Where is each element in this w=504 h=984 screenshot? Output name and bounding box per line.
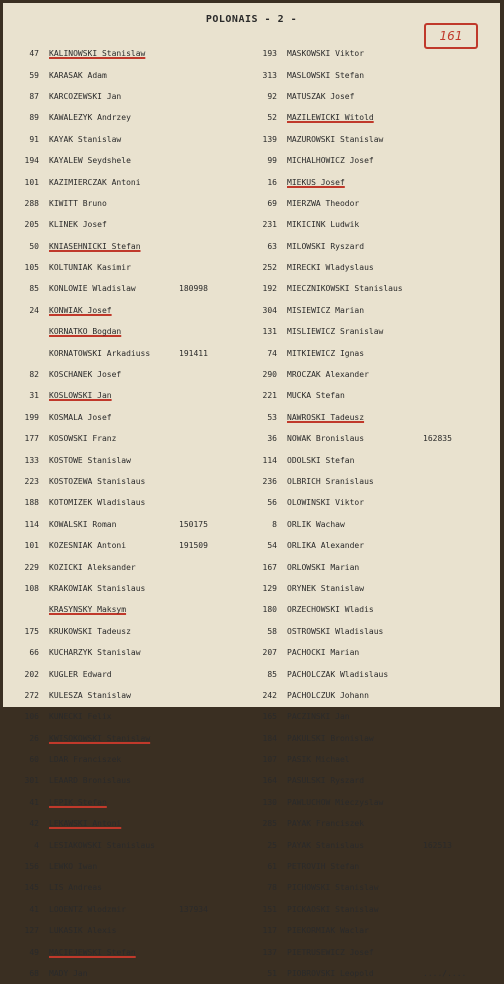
entry-name: PIETRUSEWICZ Josef (287, 947, 374, 957)
list-row (7, 963, 245, 984)
entry-number: 242 (262, 690, 277, 700)
list-row (7, 236, 245, 257)
entry-id-number: 191411 (179, 348, 208, 358)
entry-number: 87 (29, 91, 39, 101)
entry-number: 56 (267, 498, 277, 508)
list-row (245, 129, 497, 150)
entry-name: MROCZAK Alexander (287, 370, 369, 380)
entry-number: 31 (29, 391, 39, 401)
entry-name: MACIEJEWSKI Stefan (49, 947, 136, 957)
entry-number: 175 (24, 626, 39, 636)
list-row (245, 342, 497, 363)
list-row (245, 578, 497, 599)
entry-name: LUKASIK Alexis (49, 926, 117, 936)
entry-number: 301 (24, 776, 39, 786)
entry-number: 101 (24, 177, 39, 187)
entry-number: 193 (262, 49, 277, 59)
entry-number: 290 (262, 370, 277, 380)
list-row (7, 171, 245, 192)
entry-number: 131 (262, 327, 277, 337)
entry-name: MIKICINK Ludwik (287, 220, 360, 230)
entry-number: 192 (262, 284, 277, 294)
entry-name: LESIAKOWSKI Stanislaus (49, 840, 155, 850)
list-row (7, 770, 245, 791)
list-row (245, 941, 497, 962)
entry-name: KAWALEZYK Andrzey (49, 113, 131, 123)
entry-number: 41 (29, 797, 39, 807)
list-row (7, 556, 245, 577)
entry-name: KRASYNSKY Maksym (49, 605, 127, 615)
entry-number: 24 (29, 305, 39, 315)
entry-number: 36 (267, 434, 277, 444)
list-row (245, 428, 497, 449)
entry-number: 180 (262, 605, 277, 615)
entry-name: PAYAK Franciszek (287, 819, 365, 829)
list-row (245, 86, 497, 107)
entry-number: 107 (262, 755, 277, 765)
entry-name: ORYNEK Stanislaw (287, 583, 365, 593)
list-row (245, 364, 497, 385)
entry-number: 221 (262, 391, 277, 401)
entry-id-number: ..../.... (423, 968, 467, 978)
entry-name: KAYAK Stanislaw (49, 134, 122, 144)
list-row (7, 834, 245, 855)
entry-number: 285 (262, 819, 277, 829)
list-row (7, 193, 245, 214)
list-row (245, 749, 497, 770)
list-row (245, 407, 497, 428)
entry-number: 202 (24, 669, 39, 679)
list-row (7, 792, 245, 813)
list-row (7, 492, 245, 513)
entry-name: MITKIEWICZ Ignas (287, 348, 365, 358)
entry-name: KORNATKO Bogdan (49, 327, 122, 337)
list-row (245, 492, 497, 513)
entry-name: MIRECKI Wladyslaus (287, 263, 374, 273)
list-row (7, 706, 245, 727)
entry-number: 313 (262, 70, 277, 80)
list-row (7, 728, 245, 749)
entry-name: MUCKA Stefan (287, 391, 345, 401)
list-row (7, 685, 245, 706)
list-row (245, 300, 497, 321)
entry-number: 272 (24, 690, 39, 700)
list-row (7, 129, 245, 150)
entry-name: PACHOCKI Marian (287, 648, 360, 658)
entry-id-number: 150175 (179, 519, 208, 529)
list-row (7, 342, 245, 363)
entry-number: 177 (24, 434, 39, 444)
entry-number: 63 (267, 241, 277, 251)
list-row (245, 471, 497, 492)
entry-name: KOSOWSKI Franz (49, 434, 117, 444)
list-row (7, 321, 245, 342)
list-row (7, 813, 245, 834)
entry-name: PAYAK Stanislaus (287, 840, 365, 850)
entry-name: LEAARD Bronislaus (49, 776, 131, 786)
list-row (245, 813, 497, 834)
entry-name: MICHALHOWICZ Josef (287, 156, 374, 166)
entry-number: 42 (29, 819, 39, 829)
entry-name: OLBRICH Sranislaus (287, 477, 374, 486)
entry-name: LEWKO Iwan (49, 862, 98, 872)
entry-name: MIERZWA Theodor (287, 198, 360, 208)
entry-name: MISIEWICZ Marian (287, 305, 365, 315)
list-row (245, 599, 497, 620)
entry-name: KOSCHANEK Josef (49, 370, 122, 380)
entry-number: 4 (34, 840, 39, 850)
entry-name: KRUKOWSKI Tadeusz (49, 626, 131, 636)
entry-name: NAWROSKI Tadeusz (287, 412, 365, 422)
list-row (7, 514, 245, 535)
list-row (245, 514, 497, 535)
entry-number: 74 (267, 348, 277, 358)
list-row (245, 963, 497, 984)
entry-name: PASULSKI Ryszard (287, 776, 365, 786)
list-row (7, 535, 245, 556)
entry-name: KNIASEHNICKI Stefan (49, 241, 141, 251)
list-row (245, 920, 497, 941)
entry-number: 41 (29, 904, 39, 914)
list-row (245, 834, 497, 855)
list-row (7, 43, 245, 64)
list-row (245, 257, 497, 278)
entry-number: 49 (29, 947, 39, 957)
entry-name: PACHOLCZAK Wladislaus (287, 669, 389, 679)
entry-name: PAWLUCHOW Mieczyslaw (287, 797, 384, 807)
list-row (245, 899, 497, 920)
entry-number: 52 (267, 113, 277, 123)
entry-name: MAZUROWSKI Stanislaw (287, 134, 384, 144)
list-row (7, 920, 245, 941)
list-row (245, 193, 497, 214)
entry-name: KOSLOWSKI Jan (49, 391, 112, 401)
list-row (245, 278, 497, 299)
entry-number: 223 (24, 477, 39, 486)
entry-number: 60 (29, 755, 39, 765)
entry-number: 288 (24, 198, 39, 208)
list-row (7, 257, 245, 278)
entry-name: ODOLSKI Stefan (287, 455, 355, 465)
entry-number: 61 (267, 862, 277, 872)
entry-name: KOZICKI Aleksander (49, 562, 136, 572)
list-row (7, 941, 245, 962)
entry-name: KOLTUNIAK Kasimir (49, 263, 131, 273)
entry-name: PACHOLCZUK Johann (287, 690, 369, 700)
entry-name: KALINOWSKI Stanislaw (49, 49, 146, 59)
entry-name: KOSMALA Josef (49, 412, 112, 422)
entry-name: KRAKOWIAK Stanislaus (49, 583, 146, 593)
entry-number: 194 (24, 156, 39, 166)
entry-number: 304 (262, 305, 277, 315)
entry-number: 69 (267, 198, 277, 208)
list-row (245, 171, 497, 192)
entry-number: 59 (29, 70, 39, 80)
entry-number: 85 (29, 284, 39, 294)
entry-name: KOZESNIAK Antoni (49, 541, 127, 551)
entry-name: ORLIKA Alexander (287, 541, 365, 551)
entry-name: PICHOWSKI Stanislaw (287, 883, 379, 893)
entry-number: 25 (267, 840, 277, 850)
entry-number: 129 (262, 583, 277, 593)
entry-name: ORZECHOWSKI Wladis (287, 605, 374, 615)
entry-name: KOSTOZEWA Stanislaus (49, 477, 146, 486)
list-row (7, 86, 245, 107)
entry-number: 236 (262, 477, 277, 486)
entry-number: 99 (267, 156, 277, 166)
entry-name: MISLIEWICZ Sranislaw (287, 327, 384, 337)
entry-name: NOWAK Bronislaus (287, 434, 365, 444)
entry-number: 66 (29, 648, 39, 658)
entry-name: PETROVIH Stefan (287, 862, 360, 872)
list-row (7, 621, 245, 642)
entry-name: PIOBROVSKI Leopold (287, 968, 374, 978)
list-row (7, 877, 245, 898)
list-row (245, 663, 497, 684)
right-column (245, 43, 497, 984)
entry-name: ORLIK Wachaw (287, 519, 345, 529)
list-row (7, 385, 245, 406)
list-row (245, 770, 497, 791)
entry-number: 205 (24, 220, 39, 230)
entry-name: KARASAK Adam (49, 70, 107, 80)
entry-name: LEKAWSKI Antoni (49, 819, 122, 829)
list-row (7, 428, 245, 449)
list-row (245, 706, 497, 727)
list-row (245, 107, 497, 128)
entry-number: 133 (24, 455, 39, 465)
entry-name: MATUSZAK Josef (287, 91, 355, 101)
list-row (7, 663, 245, 684)
list-row (245, 214, 497, 235)
entry-name: KORNATOWSKI Arkadiuss (49, 348, 151, 358)
entry-id-number: 191509 (179, 541, 208, 551)
list-row (245, 728, 497, 749)
list-row (245, 449, 497, 470)
entry-name: KOSTOWE Stanislaw (49, 455, 131, 465)
entry-number: 156 (24, 862, 39, 872)
page-header: POLONAIS - 2 - (205, 14, 298, 25)
entry-name: MILOWSKI Ryszard (287, 241, 365, 251)
list-row (245, 621, 497, 642)
entry-number: 165 (262, 712, 277, 722)
list-row (245, 64, 497, 85)
list-row (245, 877, 497, 898)
entry-name: KOTOMIZEK Wladislaus (49, 498, 146, 508)
entry-name: LDAR Franciszek (49, 755, 122, 765)
list-row (7, 449, 245, 470)
list-row (245, 43, 497, 64)
list-row (7, 64, 245, 85)
list-row (7, 899, 245, 920)
entry-name: KONWIAK Josef (49, 305, 112, 315)
entry-name: LOOENTZ Wlodzmir (49, 904, 127, 914)
entry-name: KOWALSKI Roman (49, 519, 117, 529)
list-row (245, 535, 497, 556)
list-row (7, 856, 245, 877)
entry-name: KIWITT Bruno (49, 198, 107, 208)
entry-number: 106 (24, 712, 39, 722)
entry-number: 101 (24, 541, 39, 551)
entry-number: 114 (24, 519, 39, 529)
entry-number: 8 (272, 519, 277, 529)
entry-name: KULESZA Stanislaw (49, 690, 131, 700)
entry-name: KAZIMIERCZAK Antoni (49, 177, 141, 187)
entry-number: 130 (262, 797, 277, 807)
entry-name: KAYALEW Seydshele (49, 156, 131, 166)
list-row (7, 300, 245, 321)
list-row (245, 236, 497, 257)
entry-number: 105 (24, 263, 39, 273)
entry-number: 207 (262, 648, 277, 658)
entry-name: LEPIK Stefan (49, 797, 107, 807)
entry-id-number: 180998 (179, 284, 208, 294)
entry-id-number: 162513 (423, 840, 452, 850)
entry-number: 58 (267, 626, 277, 636)
list-row (7, 364, 245, 385)
list-row (245, 856, 497, 877)
list-row (245, 792, 497, 813)
entry-number: 82 (29, 370, 39, 380)
entry-number: 26 (29, 733, 39, 743)
entry-number: 54 (267, 541, 277, 551)
entry-name: PIEKORMIAK Waclar (287, 926, 369, 936)
entry-number: 117 (262, 926, 277, 936)
list-row (245, 385, 497, 406)
list-row (245, 685, 497, 706)
entry-number: 114 (262, 455, 277, 465)
entry-name: MIECZNIKOWSKI Stanislaus (287, 284, 403, 294)
entry-name: OSTROWSKI Wladislaus (287, 626, 384, 636)
entry-name: PACZINSKI Jan (287, 712, 350, 722)
entry-number: 68 (29, 968, 39, 978)
entry-name: KLINEK Josef (49, 220, 107, 230)
list-row (7, 642, 245, 663)
entry-number: 188 (24, 498, 39, 508)
entry-number: 127 (24, 926, 39, 936)
entry-number: 229 (24, 562, 39, 572)
entry-name: LIS Andreas (49, 883, 102, 893)
entry-number: 53 (267, 412, 277, 422)
entry-number: 85 (267, 669, 277, 679)
list-row (245, 321, 497, 342)
list-row (7, 471, 245, 492)
entry-name: MASLOWSKI Stefan (287, 70, 365, 80)
entry-name: PICKAOSKI Stanislaw (287, 904, 379, 914)
entry-number: 50 (29, 241, 39, 251)
entry-number: 151 (262, 904, 277, 914)
entry-number: 47 (29, 49, 39, 59)
entry-name: PASIK Michael (287, 755, 350, 765)
entry-number: 78 (267, 883, 277, 893)
entry-number: 139 (262, 134, 277, 144)
entry-name: ORLOWSKI Marian (287, 562, 360, 572)
list-row (245, 556, 497, 577)
entry-number: 16 (267, 177, 277, 187)
entry-name: PAKULSKI Bronislaw (287, 733, 374, 743)
left-column (7, 43, 245, 984)
entry-number: 108 (24, 583, 39, 593)
entry-number: 199 (24, 412, 39, 422)
entry-name: KUCHARZYK Stanislaw (49, 648, 141, 658)
entry-id-number: 137934 (179, 904, 208, 914)
entry-number: 164 (262, 776, 277, 786)
entry-number: 91 (29, 134, 39, 144)
list-row (7, 599, 245, 620)
entry-name: KUNECKI Felix (49, 712, 112, 722)
list-row (245, 642, 497, 663)
entry-id-number: 162835 (423, 434, 452, 444)
entry-name: KARCOZEWSKI Jan (49, 91, 122, 101)
page-number-stamp: 161 (424, 23, 478, 49)
list-row (7, 214, 245, 235)
entry-number: 252 (262, 263, 277, 273)
entry-name: OLOWINSKI Viktor (287, 498, 365, 508)
entry-number: 89 (29, 113, 39, 123)
entry-number: 51 (267, 968, 277, 978)
entry-name: MADY Jan (49, 968, 88, 978)
entry-name: KUGLER Edward (49, 669, 112, 679)
list-row (245, 150, 497, 171)
entry-number: 167 (262, 562, 277, 572)
entry-number: 137 (262, 947, 277, 957)
entry-name: MIEKUS Josef (287, 177, 345, 187)
entry-name: MASKOWSKI Viktor (287, 49, 365, 59)
entry-number: 145 (24, 883, 39, 893)
list-row (7, 150, 245, 171)
list-row (7, 278, 245, 299)
list-row (7, 407, 245, 428)
list-row (7, 749, 245, 770)
list-row (7, 107, 245, 128)
document-page (3, 3, 500, 978)
list-row (7, 578, 245, 599)
entry-number: 231 (262, 220, 277, 230)
entry-name: MAZILEWICKI Witold (287, 113, 374, 123)
entry-name: KWISOKOWSKI Stanislaw (49, 733, 151, 743)
entry-number: 184 (262, 733, 277, 743)
entry-number: 92 (267, 91, 277, 101)
entry-name: KONLOWIE Wladislaw (49, 284, 136, 294)
